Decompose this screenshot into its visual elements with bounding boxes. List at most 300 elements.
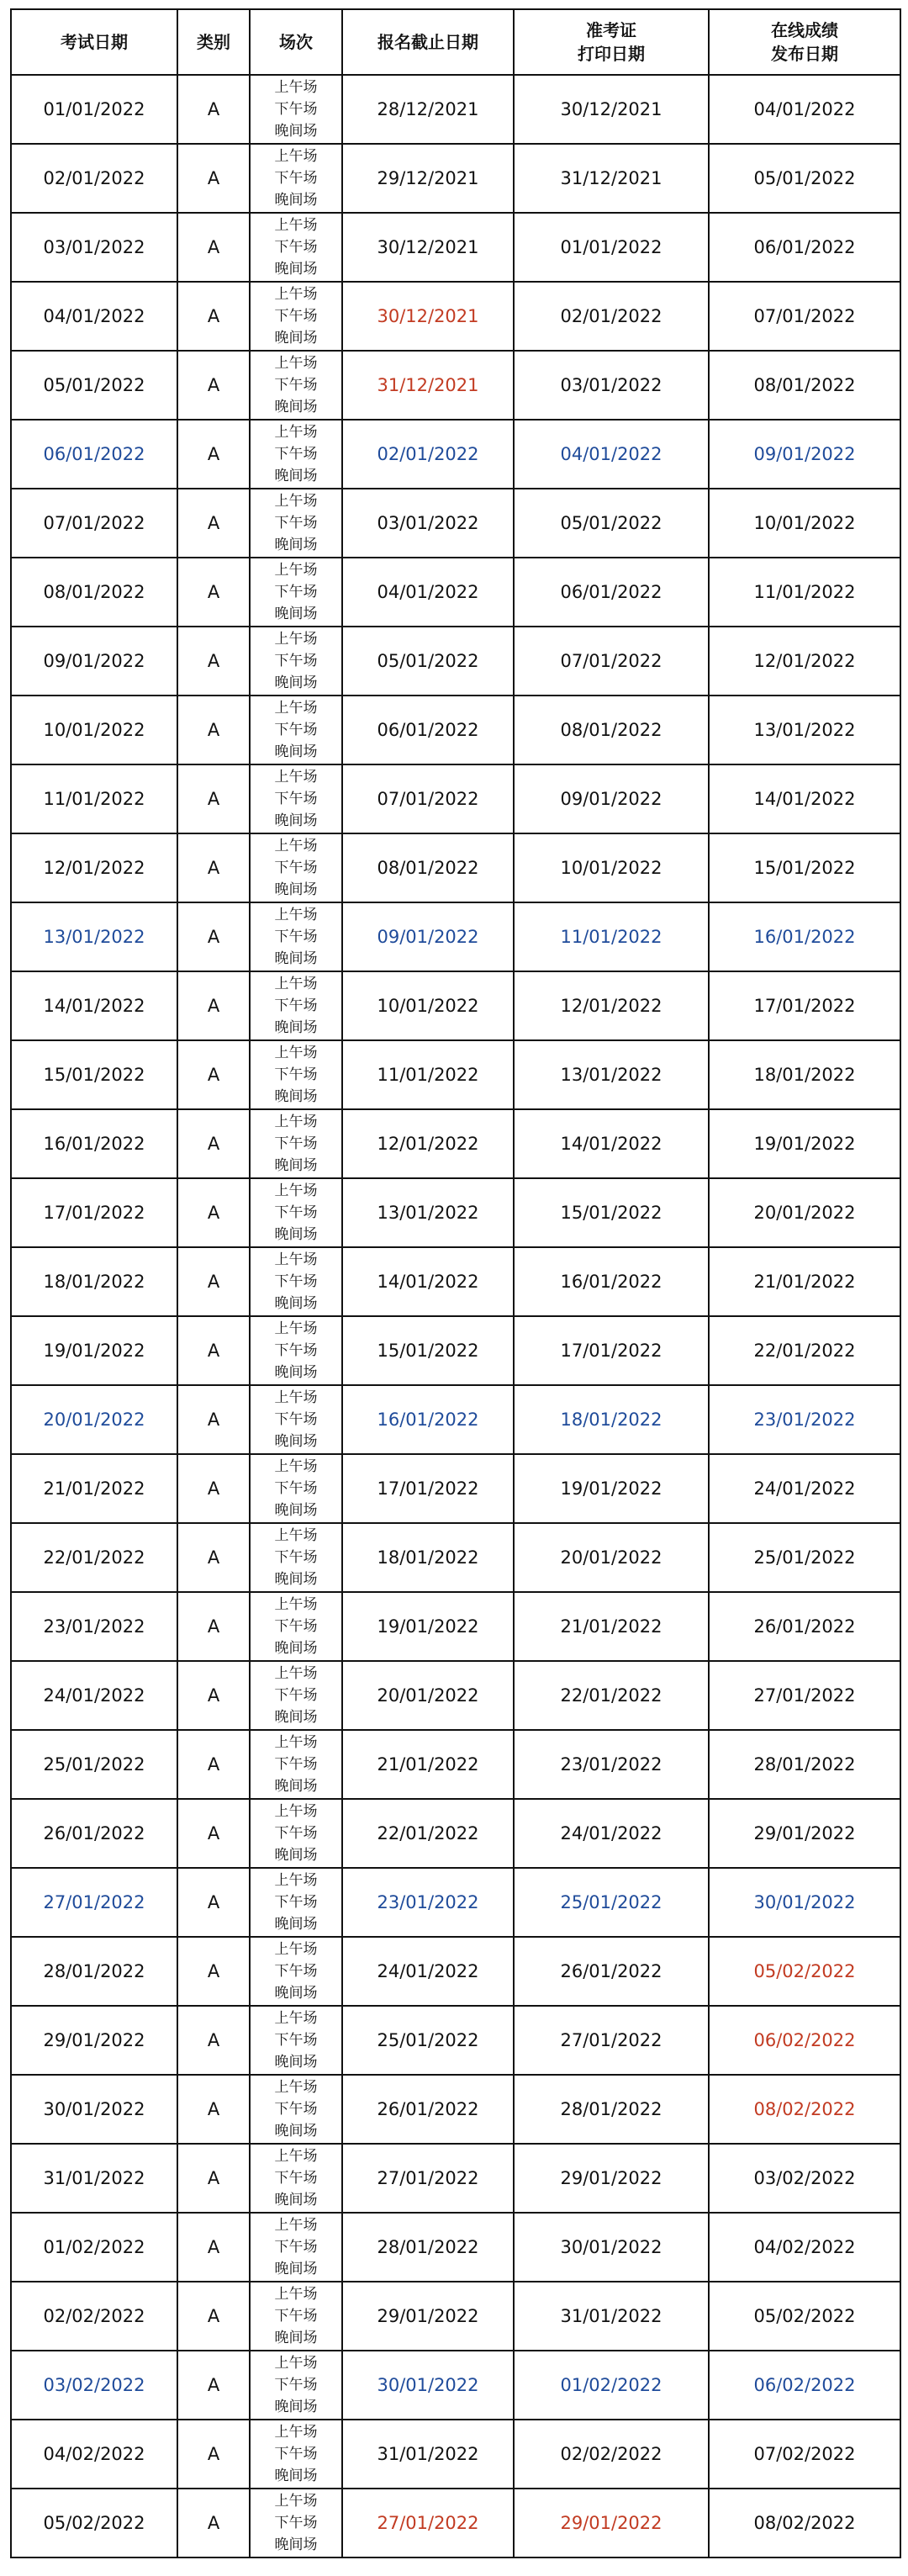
exam-date-cell: 06/01/2022 — [11, 420, 177, 489]
session-label: 晚间场 — [274, 674, 318, 691]
session-cell — [250, 1937, 342, 2006]
table-row — [11, 2213, 900, 2282]
exam-date-cell: 05/01/2022 — [11, 351, 177, 420]
deadline-cell: 22/01/2022 — [342, 1799, 514, 1868]
deadline-cell: 04/01/2022 — [342, 558, 514, 627]
session-label: 上午场 — [274, 493, 318, 510]
table-row — [11, 1109, 900, 1178]
category-cell: A — [177, 282, 250, 351]
result-date-cell: 22/01/2022 — [709, 1316, 900, 1385]
table-row — [11, 1178, 900, 1247]
table-row — [11, 1454, 900, 1523]
admit-print-cell: 02/02/2022 — [514, 2420, 709, 2489]
result-date-cell: 03/02/2022 — [709, 2144, 900, 2213]
category-cell: A — [177, 1661, 250, 1730]
exam-date-cell: 04/02/2022 — [11, 2420, 177, 2489]
result-date-cell: 12/01/2022 — [709, 627, 900, 696]
result-date-cell: 26/01/2022 — [709, 1592, 900, 1661]
session-label: 上午场 — [274, 769, 318, 785]
session-label: 上午场 — [274, 2355, 318, 2372]
exam-date-cell: 24/01/2022 — [11, 1661, 177, 1730]
session-cell — [250, 2420, 342, 2489]
session-label: 上午场 — [274, 1803, 318, 1820]
category-cell: A — [177, 1040, 250, 1109]
result-date-cell: 09/01/2022 — [709, 420, 900, 489]
table-row — [11, 282, 900, 351]
session-label: 上午场 — [274, 1182, 318, 1199]
result-date-cell: 06/02/2022 — [709, 2351, 900, 2420]
admit-print-cell: 19/01/2022 — [514, 1454, 709, 1523]
result-date-cell: 15/01/2022 — [709, 833, 900, 902]
table-row — [11, 351, 900, 420]
admit-print-cell: 29/01/2022 — [514, 2489, 709, 2557]
exam-date-cell: 01/02/2022 — [11, 2213, 177, 2282]
admit-print-cell: 14/01/2022 — [514, 1109, 709, 1178]
deadline-cell: 29/12/2021 — [342, 144, 514, 213]
exam-date-cell: 14/01/2022 — [11, 971, 177, 1040]
session-cell — [250, 2489, 342, 2557]
category-cell: A — [177, 420, 250, 489]
header-session: 场次 — [250, 9, 342, 75]
category-cell: A — [177, 2489, 250, 2557]
table-row — [11, 489, 900, 558]
session-cell — [250, 1178, 342, 1247]
table-row — [11, 213, 900, 282]
deadline-cell: 11/01/2022 — [342, 1040, 514, 1109]
session-label: 上午场 — [274, 1941, 318, 1958]
session-label: 下午场 — [274, 1756, 318, 1773]
session-label: 上午场 — [274, 148, 318, 165]
deadline-cell: 03/01/2022 — [342, 489, 514, 558]
deadline-cell: 27/01/2022 — [342, 2489, 514, 2557]
admit-print-cell: 16/01/2022 — [514, 1247, 709, 1316]
header-result-line2: 发布日期 — [771, 44, 838, 64]
session-label: 晚间场 — [274, 950, 318, 967]
deadline-cell: 16/01/2022 — [342, 1385, 514, 1454]
session-cell — [250, 1040, 342, 1109]
session-cell — [250, 1109, 342, 1178]
deadline-cell: 29/01/2022 — [342, 2282, 514, 2351]
exam-date-cell: 04/01/2022 — [11, 282, 177, 351]
session-label: 上午场 — [274, 562, 318, 579]
session-cell — [250, 1385, 342, 1454]
category-cell: A — [177, 213, 250, 282]
deadline-cell: 28/12/2021 — [342, 75, 514, 144]
table-row — [11, 696, 900, 764]
deadline-cell: 13/01/2022 — [342, 1178, 514, 1247]
exam-date-cell: 28/01/2022 — [11, 1937, 177, 2006]
session-cell — [250, 558, 342, 627]
result-date-cell: 07/02/2022 — [709, 2420, 900, 2489]
result-date-cell: 25/01/2022 — [709, 1523, 900, 1592]
table-row — [11, 1523, 900, 1592]
table-row — [11, 627, 900, 696]
result-date-cell: 08/01/2022 — [709, 351, 900, 420]
deadline-cell: 25/01/2022 — [342, 2006, 514, 2075]
deadline-cell: 08/01/2022 — [342, 833, 514, 902]
session-label: 下午场 — [274, 722, 318, 738]
deadline-cell: 02/01/2022 — [342, 420, 514, 489]
admit-print-cell: 06/01/2022 — [514, 558, 709, 627]
session-label: 上午场 — [274, 1389, 318, 1406]
exam-date-cell: 19/01/2022 — [11, 1316, 177, 1385]
table-row — [11, 2489, 900, 2557]
category-cell: A — [177, 489, 250, 558]
session-cell — [250, 1868, 342, 1937]
session-label: 晚间场 — [274, 123, 318, 140]
session-label: 上午场 — [274, 2424, 318, 2441]
result-date-cell: 04/01/2022 — [709, 75, 900, 144]
category-cell: A — [177, 1868, 250, 1937]
table-row — [11, 2420, 900, 2489]
session-cell — [250, 902, 342, 971]
exam-date-cell: 21/01/2022 — [11, 1454, 177, 1523]
session-label: 晚间场 — [274, 1709, 318, 1726]
session-label: 下午场 — [274, 791, 318, 807]
table-row — [11, 2351, 900, 2420]
deadline-cell: 23/01/2022 — [342, 1868, 514, 1937]
deadline-cell: 17/01/2022 — [342, 1454, 514, 1523]
exam-date-cell: 20/01/2022 — [11, 1385, 177, 1454]
session-label: 下午场 — [274, 1135, 318, 1152]
admit-print-cell: 02/01/2022 — [514, 282, 709, 351]
session-label: 晚间场 — [274, 2192, 318, 2208]
result-date-cell: 13/01/2022 — [709, 696, 900, 764]
session-label: 晚间场 — [274, 1226, 318, 1243]
category-cell: A — [177, 1799, 250, 1868]
session-label: 下午场 — [274, 860, 318, 876]
exam-date-cell: 02/01/2022 — [11, 144, 177, 213]
session-label: 晚间场 — [274, 1778, 318, 1795]
session-label: 下午场 — [274, 1204, 318, 1221]
session-label: 下午场 — [274, 928, 318, 945]
session-label: 晚间场 — [274, 2054, 318, 2071]
result-date-cell: 05/02/2022 — [709, 2282, 900, 2351]
session-label: 上午场 — [274, 907, 318, 923]
exam-date-cell: 25/01/2022 — [11, 1730, 177, 1799]
session-label: 上午场 — [274, 2493, 318, 2510]
exam-date-cell: 31/01/2022 — [11, 2144, 177, 2213]
session-label: 下午场 — [274, 1549, 318, 1566]
category-cell: A — [177, 1937, 250, 2006]
session-label: 下午场 — [274, 2377, 318, 2394]
admit-print-cell: 29/01/2022 — [514, 2144, 709, 2213]
category-cell: A — [177, 558, 250, 627]
result-date-cell: 23/01/2022 — [709, 1385, 900, 1454]
category-cell: A — [177, 1247, 250, 1316]
session-cell — [250, 144, 342, 213]
category-cell: A — [177, 833, 250, 902]
session-cell — [250, 420, 342, 489]
session-label: 下午场 — [274, 997, 318, 1014]
admit-print-cell: 27/01/2022 — [514, 2006, 709, 2075]
category-cell: A — [177, 2144, 250, 2213]
table-row — [11, 1730, 900, 1799]
admit-print-cell: 17/01/2022 — [514, 1316, 709, 1385]
admit-print-cell: 07/01/2022 — [514, 627, 709, 696]
admit-print-cell: 30/01/2022 — [514, 2213, 709, 2282]
exam-date-cell: 01/01/2022 — [11, 75, 177, 144]
result-date-cell: 06/02/2022 — [709, 2006, 900, 2075]
session-label: 下午场 — [274, 239, 318, 256]
admit-print-cell: 21/01/2022 — [514, 1592, 709, 1661]
result-date-cell: 17/01/2022 — [709, 971, 900, 1040]
exam-date-cell: 30/01/2022 — [11, 2075, 177, 2144]
admit-print-cell: 30/12/2021 — [514, 75, 709, 144]
session-cell — [250, 351, 342, 420]
deadline-cell: 18/01/2022 — [342, 1523, 514, 1592]
result-date-cell: 29/01/2022 — [709, 1799, 900, 1868]
result-date-cell: 05/02/2022 — [709, 1937, 900, 2006]
session-cell — [250, 1799, 342, 1868]
session-label: 晚间场 — [274, 2468, 318, 2484]
session-label: 下午场 — [274, 653, 318, 669]
session-label: 下午场 — [274, 1273, 318, 1290]
category-cell: A — [177, 2351, 250, 2420]
result-date-cell: 18/01/2022 — [709, 1040, 900, 1109]
category-cell: A — [177, 2075, 250, 2144]
session-label: 上午场 — [274, 1665, 318, 1682]
exam-date-cell: 12/01/2022 — [11, 833, 177, 902]
deadline-cell: 28/01/2022 — [342, 2213, 514, 2282]
session-cell — [250, 971, 342, 1040]
session-label: 上午场 — [274, 2148, 318, 2165]
session-cell — [250, 1730, 342, 1799]
session-label: 下午场 — [274, 1342, 318, 1359]
session-label: 上午场 — [274, 1734, 318, 1751]
exam-date-cell: 03/02/2022 — [11, 2351, 177, 2420]
category-cell: A — [177, 1109, 250, 1178]
admit-print-cell: 31/12/2021 — [514, 144, 709, 213]
table-row — [11, 833, 900, 902]
session-label: 晚间场 — [274, 1847, 318, 1864]
session-label: 晚间场 — [274, 743, 318, 760]
session-label: 晚间场 — [274, 812, 318, 829]
deadline-cell: 30/12/2021 — [342, 282, 514, 351]
result-date-cell: 10/01/2022 — [709, 489, 900, 558]
exam-date-cell: 22/01/2022 — [11, 1523, 177, 1592]
session-label: 晚间场 — [274, 1433, 318, 1450]
session-cell — [250, 75, 342, 144]
session-label: 下午场 — [274, 446, 318, 463]
session-label: 晚间场 — [274, 537, 318, 553]
admit-print-cell: 20/01/2022 — [514, 1523, 709, 1592]
deadline-cell: 14/01/2022 — [342, 1247, 514, 1316]
admit-print-cell: 01/02/2022 — [514, 2351, 709, 2420]
table-row — [11, 1661, 900, 1730]
result-date-cell: 21/01/2022 — [709, 1247, 900, 1316]
admit-print-cell: 03/01/2022 — [514, 351, 709, 420]
category-cell: A — [177, 1385, 250, 1454]
session-label: 晚间场 — [274, 1088, 318, 1105]
session-label: 上午场 — [274, 1596, 318, 1613]
session-label: 下午场 — [274, 2170, 318, 2187]
session-label: 上午场 — [274, 1113, 318, 1130]
session-label: 上午场 — [274, 79, 318, 96]
header-admit-line1: 准考证 — [586, 20, 636, 40]
header-admit-print-date — [514, 9, 709, 75]
session-label: 晚间场 — [274, 1157, 318, 1174]
exam-date-cell: 11/01/2022 — [11, 764, 177, 833]
session-label: 晚间场 — [274, 881, 318, 898]
admit-print-cell: 15/01/2022 — [514, 1178, 709, 1247]
session-label: 上午场 — [274, 631, 318, 648]
table-row — [11, 1592, 900, 1661]
session-label: 下午场 — [274, 1963, 318, 1980]
category-cell: A — [177, 1592, 250, 1661]
session-label: 晚间场 — [274, 1916, 318, 1933]
deadline-cell: 20/01/2022 — [342, 1661, 514, 1730]
category-cell: A — [177, 627, 250, 696]
header-admit-line2: 打印日期 — [578, 44, 645, 64]
session-label: 晚间场 — [274, 399, 318, 415]
session-label: 晚间场 — [274, 192, 318, 209]
session-label: 晚间场 — [274, 468, 318, 484]
session-label: 上午场 — [274, 1458, 318, 1475]
deadline-cell: 12/01/2022 — [342, 1109, 514, 1178]
admit-print-cell: 11/01/2022 — [514, 902, 709, 971]
result-date-cell: 19/01/2022 — [709, 1109, 900, 1178]
session-label: 下午场 — [274, 101, 318, 118]
session-label: 下午场 — [274, 515, 318, 532]
table-row — [11, 144, 900, 213]
deadline-cell: 27/01/2022 — [342, 2144, 514, 2213]
deadline-cell: 30/01/2022 — [342, 2351, 514, 2420]
category-cell: A — [177, 902, 250, 971]
admit-print-cell: 05/01/2022 — [514, 489, 709, 558]
result-date-cell: 30/01/2022 — [709, 1868, 900, 1937]
session-label: 下午场 — [274, 2446, 318, 2462]
result-date-cell: 28/01/2022 — [709, 1730, 900, 1799]
exam-date-cell: 15/01/2022 — [11, 1040, 177, 1109]
deadline-cell: 31/12/2021 — [342, 351, 514, 420]
category-cell: A — [177, 1523, 250, 1592]
result-date-cell: 20/01/2022 — [709, 1178, 900, 1247]
session-cell — [250, 2144, 342, 2213]
session-cell — [250, 764, 342, 833]
table-header-row — [11, 9, 900, 75]
session-label: 晚间场 — [274, 2261, 318, 2277]
category-cell: A — [177, 696, 250, 764]
exam-date-cell: 29/01/2022 — [11, 2006, 177, 2075]
session-label: 上午场 — [274, 700, 318, 717]
header-category: 类别 — [177, 9, 250, 75]
category-cell: A — [177, 2006, 250, 2075]
session-label: 下午场 — [274, 584, 318, 600]
deadline-cell: 24/01/2022 — [342, 1937, 514, 2006]
exam-date-cell: 17/01/2022 — [11, 1178, 177, 1247]
session-label: 上午场 — [274, 2286, 318, 2303]
session-label: 上午场 — [274, 424, 318, 441]
session-label: 下午场 — [274, 2101, 318, 2118]
session-label: 下午场 — [274, 2308, 318, 2325]
deadline-cell: 09/01/2022 — [342, 902, 514, 971]
result-date-cell: 27/01/2022 — [709, 1661, 900, 1730]
table-row — [11, 1799, 900, 1868]
session-cell — [250, 2351, 342, 2420]
session-label: 下午场 — [274, 2032, 318, 2049]
table-row — [11, 2282, 900, 2351]
result-date-cell: 16/01/2022 — [709, 902, 900, 971]
table-row — [11, 971, 900, 1040]
session-label: 上午场 — [274, 838, 318, 854]
session-label: 晚间场 — [274, 1019, 318, 1036]
session-label: 晚间场 — [274, 1502, 318, 1519]
session-cell — [250, 627, 342, 696]
session-label: 上午场 — [274, 1251, 318, 1268]
admit-print-cell: 12/01/2022 — [514, 971, 709, 1040]
table-row — [11, 1316, 900, 1385]
table-row — [11, 1385, 900, 1454]
exam-date-cell: 23/01/2022 — [11, 1592, 177, 1661]
session-label: 下午场 — [274, 308, 318, 325]
exam-date-cell: 08/01/2022 — [11, 558, 177, 627]
table-row — [11, 1040, 900, 1109]
header-exam-date: 考试日期 — [11, 9, 177, 75]
admit-print-cell: 09/01/2022 — [514, 764, 709, 833]
category-cell: A — [177, 75, 250, 144]
session-label: 下午场 — [274, 1066, 318, 1083]
session-label: 上午场 — [274, 1320, 318, 1337]
session-label: 晚间场 — [274, 1295, 318, 1312]
table-row — [11, 1247, 900, 1316]
exam-date-cell: 26/01/2022 — [11, 1799, 177, 1868]
result-date-cell: 05/01/2022 — [709, 144, 900, 213]
session-cell — [250, 1661, 342, 1730]
exam-date-cell: 18/01/2022 — [11, 1247, 177, 1316]
session-cell — [250, 1247, 342, 1316]
table-row — [11, 558, 900, 627]
exam-date-cell: 03/01/2022 — [11, 213, 177, 282]
session-cell — [250, 2282, 342, 2351]
session-label: 晚间场 — [274, 261, 318, 278]
session-label: 上午场 — [274, 2217, 318, 2234]
exam-date-cell: 10/01/2022 — [11, 696, 177, 764]
session-label: 上午场 — [274, 1527, 318, 1544]
deadline-cell: 21/01/2022 — [342, 1730, 514, 1799]
session-label: 下午场 — [274, 1411, 318, 1428]
session-cell — [250, 282, 342, 351]
table-row — [11, 2144, 900, 2213]
session-label: 下午场 — [274, 1825, 318, 1842]
session-label: 晚间场 — [274, 2123, 318, 2140]
session-cell — [250, 1454, 342, 1523]
admit-print-cell: 28/01/2022 — [514, 2075, 709, 2144]
category-cell: A — [177, 2213, 250, 2282]
session-label: 晚间场 — [274, 1985, 318, 2002]
session-label: 下午场 — [274, 1894, 318, 1911]
session-cell — [250, 2006, 342, 2075]
admit-print-cell: 23/01/2022 — [514, 1730, 709, 1799]
exam-date-cell: 07/01/2022 — [11, 489, 177, 558]
table-body — [11, 75, 900, 2557]
header-deadline: 报名截止日期 — [342, 9, 514, 75]
table-row — [11, 75, 900, 144]
session-label: 下午场 — [274, 1687, 318, 1704]
session-label: 晚间场 — [274, 1640, 318, 1657]
session-cell — [250, 1523, 342, 1592]
session-label: 晚间场 — [274, 1364, 318, 1381]
exam-date-cell: 16/01/2022 — [11, 1109, 177, 1178]
exam-date-cell: 05/02/2022 — [11, 2489, 177, 2557]
admit-print-cell: 13/01/2022 — [514, 1040, 709, 1109]
result-date-cell: 24/01/2022 — [709, 1454, 900, 1523]
deadline-cell: 31/01/2022 — [342, 2420, 514, 2489]
header-result-line1: 在线成绩 — [771, 20, 838, 40]
deadline-cell: 07/01/2022 — [342, 764, 514, 833]
admit-print-cell: 25/01/2022 — [514, 1868, 709, 1937]
deadline-cell: 06/01/2022 — [342, 696, 514, 764]
